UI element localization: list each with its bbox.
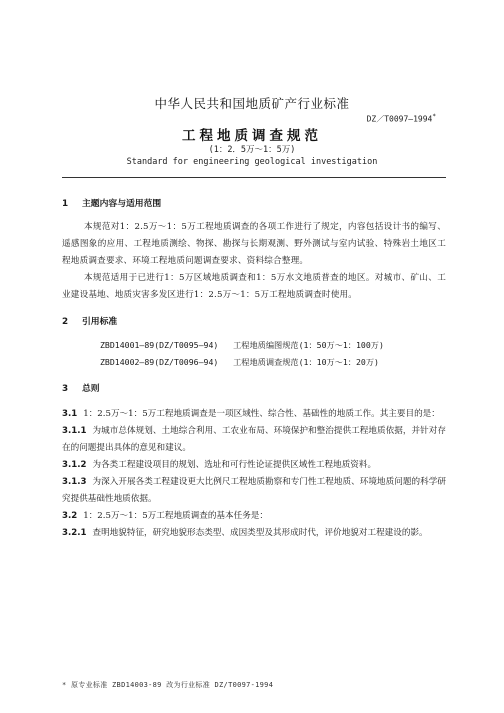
clause-number: 3.1.1 [62, 426, 87, 436]
clause [62, 423, 446, 457]
industry-standard-heading: 中华人民共和国地质矿产行业标准 [154, 96, 350, 111]
english-title: Standard for engineering geological investigation [126, 157, 378, 167]
section-heading-3 [62, 381, 446, 398]
clause-text: 查明地貌特征，研究地貌形态类型、成因类型及其形成时代，评价地貌对工程建设的影。 [92, 528, 428, 538]
clause-text: 1：2.5万～1：5万工程地质调查的基本任务是： [83, 511, 268, 521]
clause-number: 3.1.3 [62, 477, 87, 487]
clause-text: 1：2.5万～1：5万工程地质调查是一项区域性、综合性、基础性的地质工作。其主要目的是： [83, 409, 440, 419]
section-heading-1 [62, 196, 446, 213]
section-heading-2 [62, 314, 446, 331]
clause-number: 3.2.1 [62, 528, 87, 538]
reference-item: ZBD14001—89(DZ/T0095—94) 工程地质编图规范(1：50万～1：100万) [100, 340, 384, 350]
section-title: 主题内容与适用范围 [82, 199, 162, 209]
document-title: 工程地质调查规范 [182, 128, 322, 144]
standard-code-text: DZ／T0097—1994 [366, 114, 433, 124]
clause-number: 3.2 [62, 511, 78, 521]
scale-range: (1：2．5万～1：5万) [208, 145, 296, 155]
reference-list [62, 337, 446, 371]
clause-text: 为深入开展各类工程建设更大比例尺工程地质勘察和专门性工程地质、环境地质问题的科学研究提供基础性地质依据。 [62, 477, 446, 504]
header-divider [62, 177, 446, 178]
reference-item: ZBD14002—89(DZ/T0096—94) 工程地质调查规范(1：10万～1：20万) [100, 357, 379, 367]
clause [62, 406, 446, 423]
section-title: 引用标准 [82, 317, 118, 327]
section-number: 2 [62, 317, 69, 327]
clause [62, 474, 446, 508]
clause-number: 3.1 [62, 409, 78, 419]
paragraph: 本规范适用于已进行1：5万区域地质调查和1：5万水文地质普查的地区。对城市、矿山、工业建设基地、地质灾害多发区进行1：2.5万～1：5万工程地质调查时使用。 [62, 273, 446, 300]
clause [62, 457, 446, 474]
section-number: 1 [62, 199, 69, 209]
clause [62, 525, 446, 542]
clause-text: 为各类工程建设项目的规划、选址和可行性论证提供区域性工程地质资料。 [92, 460, 377, 470]
document-body [62, 196, 446, 542]
clause-text: 为城市总体规划、土地综合利用、工农业布局、环境保护和整治提供工程地质依据，并针对存在的问题提出具体的意见和建议。 [62, 426, 446, 453]
footnote: * 原专业标准 ZBD14003-89 改为行业标准 DZ/T0097-1994 [62, 681, 274, 689]
paragraph: 本规范对1：2.5万～1：5万工程地质调查的各项工作进行了规定，内容包括设计书的编写、遥感图象的应用、工程地质测绘、物探、勘探与长期观测、野外测试与室内试验、特殊岩土地区工程地质调查要求、环境工程地质问题调查要求、资料综合整理。 [62, 222, 446, 266]
section-number: 3 [62, 384, 69, 394]
standard-code-mark: * [432, 113, 436, 120]
clause-number: 3.1.2 [62, 460, 87, 470]
clause [62, 508, 446, 525]
standard-code [367, 113, 436, 125]
section-title: 总则 [82, 384, 100, 394]
